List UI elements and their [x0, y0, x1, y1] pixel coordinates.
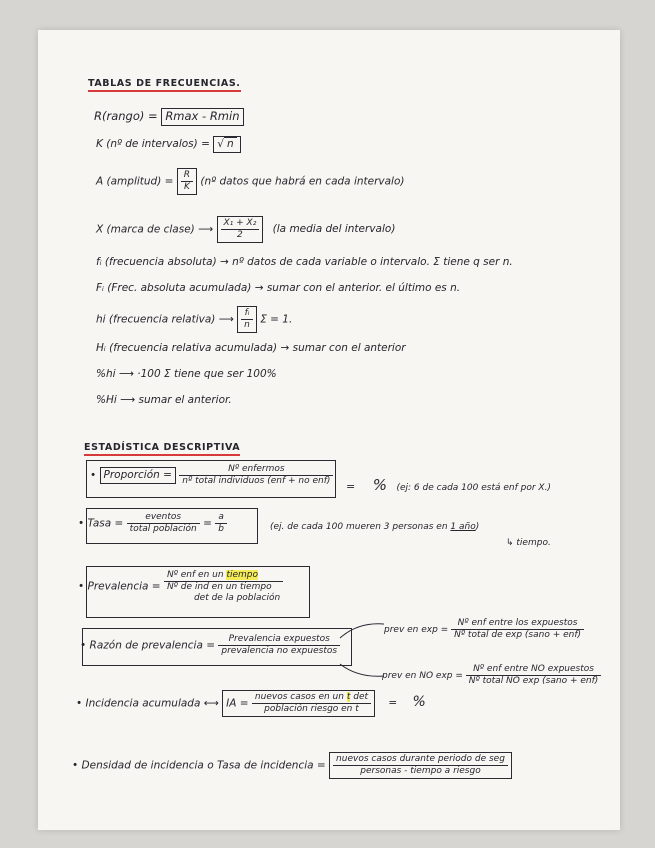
rango-formula: R(rango) = Rmax - Rmin [94, 108, 244, 126]
notebook-page [38, 30, 620, 830]
section-title-descriptive-statistics: ESTADÍSTICA DESCRIPTIVA [84, 442, 240, 453]
Fi-definition: Fᵢ (Frec. absoluta acumulada) → sumar con el anterior. el último es n. [96, 282, 461, 294]
prevalencia-formula: • Prevalencia = Nº enf en un tiempo Nº de ind en un tiempo det de la población [78, 570, 283, 603]
amplitud-formula: A (amplitud) = $\frac{R}{K}$ (nº datos que habrá en cada intervalo) [96, 168, 405, 195]
fi-definition: fᵢ (frecuencia absoluta) → nº datos de cada variable o intervalo. Σ tiene q ser n. [96, 256, 513, 268]
tasa-formula: • Tasa = $\frac{\text{eventos}}{\text{total población}}$ = $\frac{a}{b}$ [78, 512, 227, 535]
densidad-formula: • Densidad de incidencia o Tasa de incidencia = $\frac{\text{nuevos casos durante periodo de seg}}{\text{personas - tiempo a riesgo}}$ [72, 752, 512, 779]
proporcion-equals: = % (ej: 6 de cada 100 está enf por X.) [346, 476, 551, 494]
k-formula: K (nº de intervalos) = √ n [96, 136, 241, 153]
section-title-frequency-tables: TABLAS DE FRECUENCIAS. [88, 78, 241, 89]
hi-formula: hi (frecuencia relativa) ⟶ $\frac{\text{fᵢ}}{n}$ Σ = 1. [96, 306, 292, 333]
prev-noexp-formula: prev en NO exp = $\frac{\text{Nº enf entre NO expuestos}}{\text{Nº total NO exp (sano + enf)}}$ [382, 664, 601, 687]
tasa-tiempo-note: ↳ tiempo. [506, 538, 551, 548]
pct-Hi: %Hi ⟶ sumar el anterior. [96, 394, 232, 406]
Hi-definition: Hᵢ (frecuencia relativa acumulada) → sumar con el anterior [96, 342, 406, 354]
marca-clase-formula: X (marca de clase) ⟶ $\frac{\text{X₁ + X₂}}{2}$ (la media del intervalo) [96, 216, 395, 243]
proporcion-formula: • Proporción = $\frac{\text{Nº enfermos}}{\text{nº total individuos (enf + no enf)}}$ [90, 464, 333, 487]
tasa-example: (ej. de cada 100 mueren 3 personas en 1 año) [270, 522, 480, 532]
incidencia-formula: • Incidencia acumulada ⟷ IA = $\frac{\text{nuevos casos en un t det}}{\text{población riesgo en t}}$ = % [76, 690, 426, 717]
razon-arrows [338, 620, 388, 680]
prev-exp-formula: prev en exp = $\frac{\text{Nº enf entre los expuestos}}{\text{Nº total de exp (sano + enf)}}$ [384, 618, 584, 641]
pct-hi: %hi ⟶ ·100 Σ tiene que ser 100% [96, 368, 277, 380]
razon-formula: • Razón de prevalencia = $\frac{\text{Prevalencia expuestos}}{\text{prevalencia no expuestos}}$ [80, 634, 340, 657]
